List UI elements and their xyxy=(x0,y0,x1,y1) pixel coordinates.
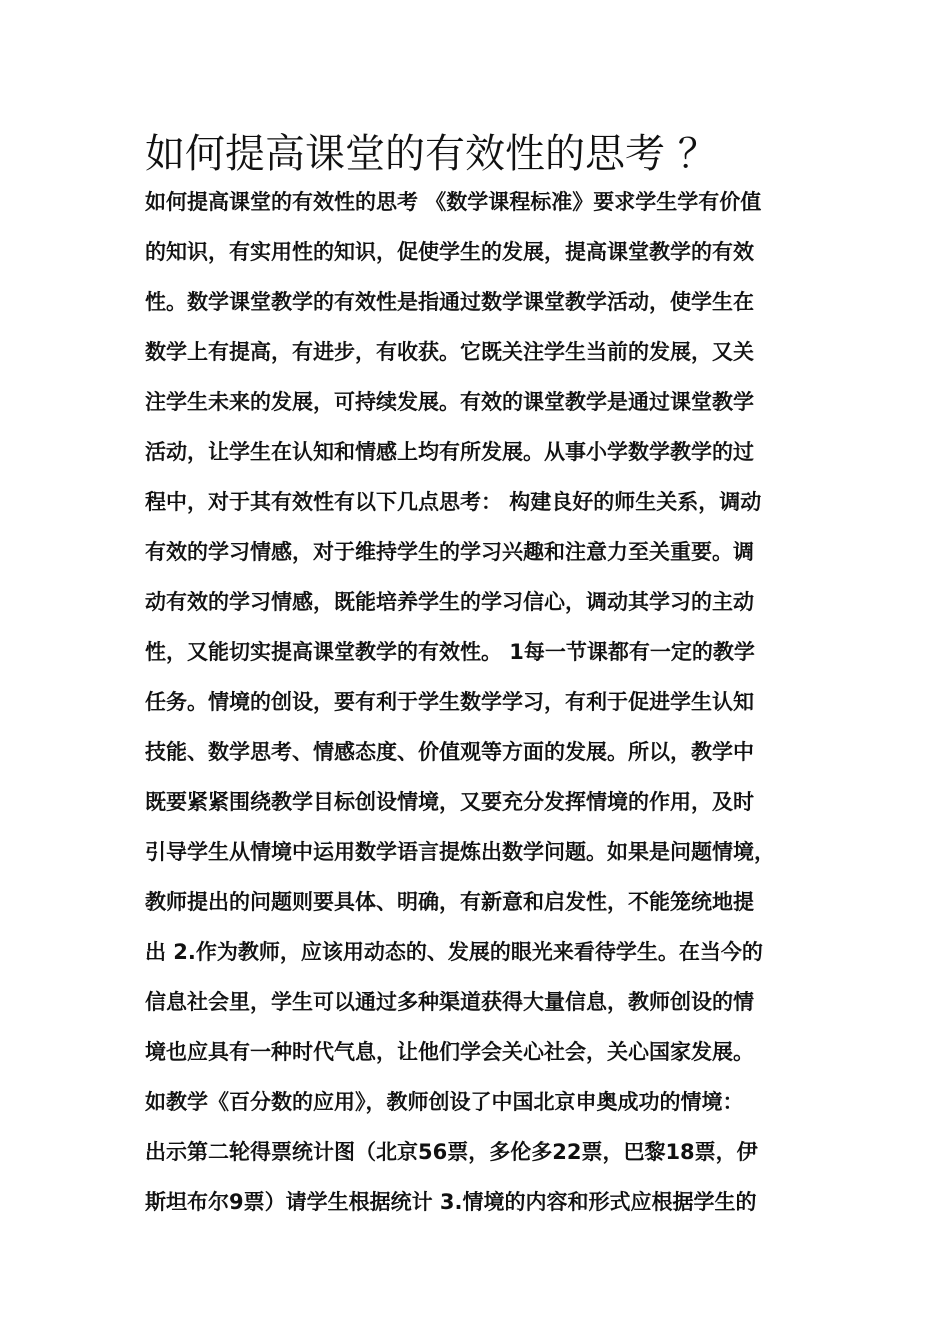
body-line: 引导学生从情境中运用数学语言提炼出数学问题。如果是问题情境， xyxy=(145,840,775,864)
document-title: 如何提高课堂的有效性的思考 ？ xyxy=(145,131,718,177)
body-line: 如何提高课堂的有效性的思考 《数学课程标准》要求学生学有价值 xyxy=(145,190,762,214)
body-line: 性。数学课堂教学的有效性是指通过数学课堂教学活动，使学生在 xyxy=(145,290,754,314)
document-body xyxy=(145,177,835,1227)
body-line: 信息社会里，学生可以通过多种渠道获得大量信息，教师创设的情 xyxy=(145,990,754,1014)
body-line: 注学生未来的发展，可持续发展。有效的课堂教学是通过课堂教学 xyxy=(145,390,754,414)
body-line: 斯坦布尔9票）请学生根据统计 3.情境的内容和形式应根据学生的 xyxy=(145,1190,757,1214)
body-line: 活动，让学生在认知和情感上均有所发展。从事小学数学教学的过 xyxy=(145,440,754,464)
body-line: 如教学《百分数的应用》，教师创设了中国北京申奥成功的情境： xyxy=(145,1090,744,1114)
body-line: 数学上有提高，有进步，有收获。它既关注学生当前的发展，又关 xyxy=(145,340,754,364)
body-line: 有效的学习情感，对于维持学生的学习兴趣和注意力至关重要。调 xyxy=(145,540,754,564)
body-line: 程中，对于其有效性有以下几点思考： 构建良好的师生关系，调动 xyxy=(145,490,762,514)
body-line: 技能、数学思考、情感态度、价值观等方面的发展。所以，教学中 xyxy=(145,740,754,764)
body-line: 性，又能切实提高课堂教学的有效性。 1每一节课都有一定的教学 xyxy=(145,640,755,664)
body-line: 教师提出的问题则要具体、明确，有新意和启发性，不能笼统地提 xyxy=(145,890,754,914)
body-line: 动有效的学习情感，既能培养学生的学习信心，调动其学习的主动 xyxy=(145,590,754,614)
body-line: 境也应具有一种时代气息，让他们学会关心社会，关心国家发展。 xyxy=(145,1040,754,1064)
body-line: 任务。情境的创设，要有利于学生数学学习，有利于促进学生认知 xyxy=(145,690,754,714)
body-line: 既要紧紧围绕教学目标创设情境，又要充分发挥情境的作用，及时 xyxy=(145,790,754,814)
body-line: 出示第二轮得票统计图（北京56票，多伦多22票，巴黎18票，伊 xyxy=(145,1140,758,1164)
body-line: 的知识，有实用性的知识，促使学生的发展，提高课堂教学的有效 xyxy=(145,240,754,264)
body-line: 出 2.作为教师，应该用动态的、发展的眼光来看待学生。在当今的 xyxy=(145,940,763,964)
